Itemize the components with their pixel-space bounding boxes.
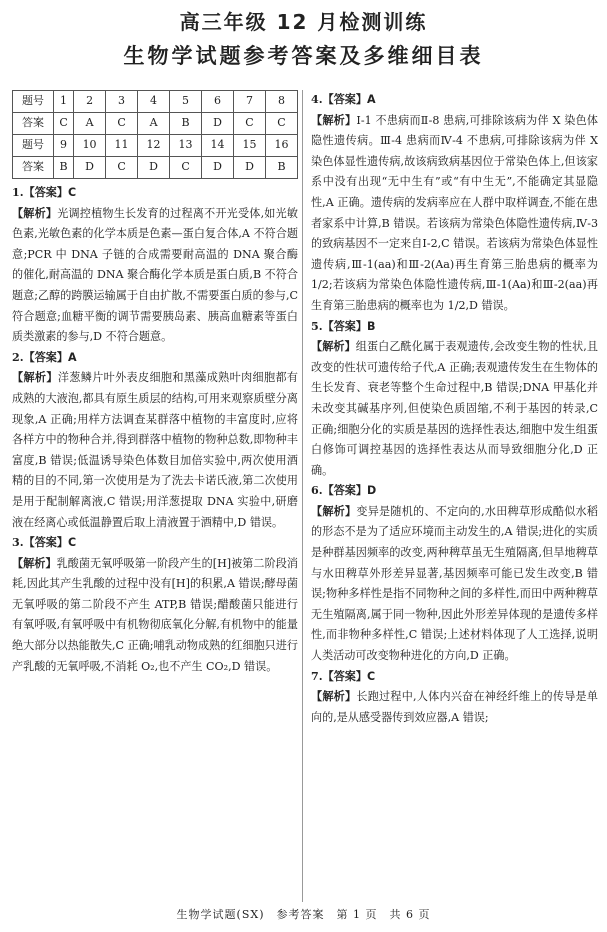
analysis-label: 【解析】 xyxy=(12,556,57,570)
analysis-label: 【解析】 xyxy=(311,113,357,127)
answer-table-header-cell: 题号 xyxy=(13,135,54,157)
answer-table-cell: C xyxy=(54,113,74,135)
answer-table-row xyxy=(13,135,298,157)
answer-table-header-cell: 答案 xyxy=(13,157,54,179)
answer-table-cell: 8 xyxy=(265,91,297,113)
answer-table-cell: B xyxy=(170,113,202,135)
answer-item xyxy=(311,90,598,317)
answer-table-cell: C xyxy=(234,113,266,135)
answer-table-cell: 16 xyxy=(265,135,297,157)
answer-table-header-cell: 答案 xyxy=(13,113,54,135)
answer-table-cell: 4 xyxy=(138,91,170,113)
item-number: 3. xyxy=(12,536,24,550)
answer-table-cell: 7 xyxy=(234,91,266,113)
analysis-paragraph xyxy=(12,554,298,678)
analysis-label: 【解析】 xyxy=(12,371,58,385)
answer-line xyxy=(311,481,598,502)
answer-table-cell: D xyxy=(138,157,170,179)
answer-table-cell: D xyxy=(234,157,266,179)
answer-table xyxy=(12,90,298,179)
answer-table-cell: 10 xyxy=(74,135,106,157)
analysis-text: Ⅰ-1 不患病而Ⅱ-8 患病,可排除该病为伴 X 染色体隐性遗传病。Ⅲ-4 患病而Ⅳ-4 不患病,可排除该病为伴 X 染色体显性遗传病,故该病致病基因位于常染色体上,但该家系中没有出现“无中生有”或“有中生无”,不能确定其显隐性,A 正确。遗传病的发病率应在人群中取样调查,不能在患者家系中计算,B 错误。若该病为常染色体隐性遗传病,Ⅳ-3 的致病基因不一定来自Ⅰ-2,C 错误。若该病为常染色体显性遗传病,Ⅲ-1(aa)和Ⅲ-2(Aa)再生育第三胎患病的概率为 1/2;若该病为常染色体隐性遗传病,Ⅲ-1(Aa)和Ⅲ-2(aa)再生育第三胎患病的概率也为 1/2,D 错误。 xyxy=(311,113,598,312)
answer-table-cell: A xyxy=(138,113,170,135)
answer-label: 【答案】C xyxy=(23,186,77,199)
answer-line xyxy=(12,533,298,554)
answer-label: 【答案】B xyxy=(322,319,376,333)
left-items xyxy=(12,183,298,677)
answer-table-cell: 5 xyxy=(170,91,202,113)
answer-table-cell: 9 xyxy=(54,135,74,157)
answer-table-cell: 6 xyxy=(202,91,234,113)
analysis-label: 【解析】 xyxy=(311,504,357,518)
analysis-paragraph xyxy=(311,687,598,728)
page-footer: 生物学试题(SX) 参考答案 第 1 页 共 6 页 xyxy=(176,908,431,921)
answer-table-cell: 15 xyxy=(234,135,266,157)
answer-table-row xyxy=(13,157,298,179)
answer-table-cell: A xyxy=(74,113,106,135)
answer-table-cell: 14 xyxy=(202,135,234,157)
analysis-paragraph xyxy=(311,502,598,667)
answer-table-cell: 11 xyxy=(106,135,138,157)
answer-table-cell: B xyxy=(265,157,297,179)
answer-line xyxy=(12,348,298,369)
item-number: 5. xyxy=(311,319,323,333)
answer-table-cell: 1 xyxy=(54,91,74,113)
item-number: 7. xyxy=(311,669,323,683)
item-number: 6. xyxy=(311,484,323,498)
answer-item xyxy=(12,183,298,348)
analysis-text: 组蛋白乙酰化属于表观遗传,会改变生物的性状,且改变的性状可遗传给子代,A 正确;表观遗传发生在生物体的生长发育、衰老等整个生命过程中,B 错误;DNA 甲基化并未改变其碱基序列,但使染色质固缩,不利于基因的转录,C 正确;细胞分化的实质是基因的选择性表达,细胞中发生组蛋白修饰可调控基因的选择性表达从而导致细胞分化,D 正确。 xyxy=(311,340,598,477)
answer-label: 【答案】D xyxy=(322,484,377,498)
answer-label: 【答案】C xyxy=(23,536,77,550)
analysis-text: 洋葱鳞片叶外表皮细胞和黑藻成熟叶肉细胞都有成熟的大液泡,都具有原生质层的结构,可用来观察质壁分离现象,A 正确;用样方法调查某群落中植物的丰富度时,应将各样方中的物种合并,得到群落中植物的物种总数,即物种丰富度,B 错误;低温诱导染色体数目加倍实验中,两次使用酒精的目的不同,第一次使用是为了洗去卡诺氏液,第二次使用是用于配制解离液,C 错误;用洋葱提取 DNA 实验中,研磨液在经离心或低温静置后取上清液置于酒精中,D 错误。 xyxy=(12,371,298,529)
document-title: 高三年级 12 月检测训练 xyxy=(179,10,428,34)
analysis-label: 【解析】 xyxy=(311,340,356,354)
answer-table-cell: C xyxy=(170,157,202,179)
answer-table-cell: 13 xyxy=(170,135,202,157)
answer-item xyxy=(12,348,298,533)
answer-table-header-cell: 题号 xyxy=(13,91,54,113)
answer-label: 【答案】A xyxy=(23,350,77,364)
answer-item xyxy=(311,667,598,729)
answer-line xyxy=(311,317,598,338)
right-items xyxy=(311,90,598,728)
answer-table-cell: 3 xyxy=(106,91,138,113)
item-number: 4. xyxy=(311,93,323,106)
answer-table-cell: 2 xyxy=(74,91,106,113)
analysis-label: 【解析】 xyxy=(12,206,58,220)
answer-table-cell: C xyxy=(106,157,138,179)
analysis-paragraph xyxy=(12,204,298,348)
answer-table-cell: 12 xyxy=(138,135,170,157)
answer-table-cell: D xyxy=(202,113,234,135)
document-subtitle: 生物学试题参考答案及多维细目表 xyxy=(123,44,484,68)
answer-table-cell: D xyxy=(74,157,106,179)
analysis-text: 光调控植物生长发育的过程离不开光受体,如光敏色素,光敏色素的化学本质是色素—蛋白复合体,A 不符合题意;PCR 中 DNA 子链的合成需要耐高温的 DNA 聚合酶的催化,耐高温的 DNA 聚合酶化学本质是蛋白质,B 不符合题意;乙醇的跨膜运输属于自由扩散,不需要蛋白质的参与,C 符合题意;血糖平衡的调节需要胰岛素、胰高血糖素等蛋白质类激素的参与,D 不符合题意。 xyxy=(12,206,298,344)
item-number: 2. xyxy=(12,350,24,364)
answer-label: 【答案】C xyxy=(322,669,376,683)
analysis-text: 乳酸菌无氧呼吸第一阶段产生的[H]被第二阶段消耗,因此其产生乳酸的过程中没有[H]的积累,A 错误;酵母菌无氧呼吸的第二阶段不产生 ATP,B 错误;醋酸菌只能进行有氧呼吸,有氧呼吸中有机物彻底氧化分解,有机物中的能量绝大部分以热能散失,C 正确;哺乳动物成熟的红细胞只进行产乳酸的无氧呼吸,不消耗 O₂,也不产生 CO₂,D 错误。 xyxy=(12,556,298,673)
answer-table-row xyxy=(13,91,298,113)
left-column xyxy=(12,90,298,677)
analysis-paragraph xyxy=(311,337,598,481)
answer-item xyxy=(311,317,598,482)
analysis-label: 【解析】 xyxy=(311,690,357,704)
answer-line xyxy=(311,90,598,111)
column-divider xyxy=(302,90,303,902)
answer-table-cell: C xyxy=(265,113,297,135)
analysis-text: 变异是随机的、不定向的,水田稗草形成酷似水稻的形态不是为了适应环境而主动发生的,A 错误;进化的实质是种群基因频率的改变,两种稗草虽无生殖隔离,但旱地稗草与水田稗草外形差异显著,基因频率可能已发生改变,B 错误;物种多样性是指不同物种之间的多样性,而田中两种稗草无生殖隔离,属于同一物种,因此外形差异体现的是遗传多样性,而非物种多样性,C 错误;上述材料体现了人工选择,说明人类活动可改变物种进化的方向,D 正确。 xyxy=(311,504,598,663)
answer-table-cell: C xyxy=(106,113,138,135)
answer-table-cell: D xyxy=(202,157,234,179)
analysis-paragraph xyxy=(311,111,598,317)
answer-item xyxy=(311,481,598,666)
answer-table-row xyxy=(13,113,298,135)
right-column xyxy=(311,90,598,728)
analysis-paragraph xyxy=(12,368,298,533)
answer-label: 【答案】A xyxy=(322,93,376,106)
answer-line xyxy=(12,183,298,204)
analysis-text: 长跑过程中,人体内兴奋在神经纤维上的传导是单向的,是从感受器传到效应器,A 错误; xyxy=(311,690,598,724)
answer-table-cell: B xyxy=(54,157,74,179)
answer-item xyxy=(12,533,298,677)
answer-line xyxy=(311,667,598,688)
item-number: 1. xyxy=(12,186,24,199)
